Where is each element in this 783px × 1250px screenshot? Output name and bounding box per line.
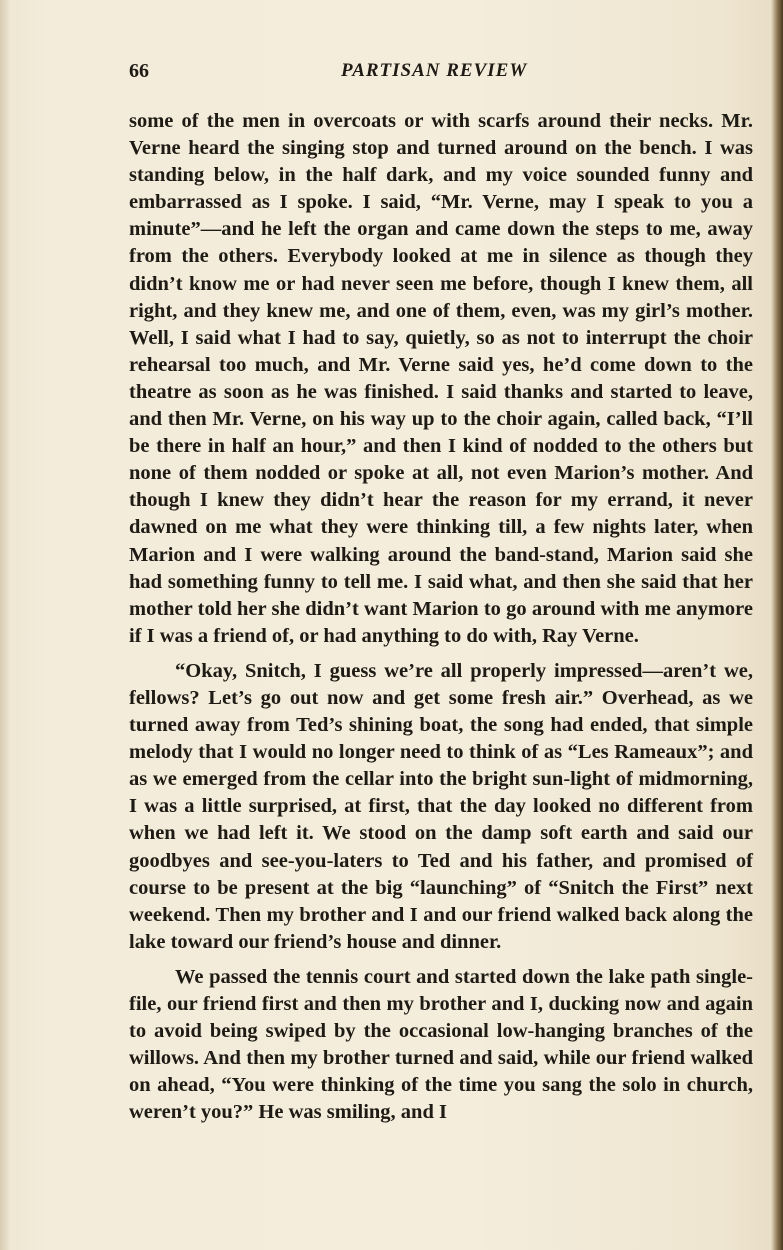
journal-title: PARTISAN REVIEW — [341, 60, 528, 81]
paragraph: We passed the tennis court and started down the lake path single-file, our friend first and then my brother and I, ducking now and again to avoid being swiped by the occasional low-hanging branches of the willows. And then my brother turned and said, while our friend walked on ahead, “You were thinking of the time you sang the solo in church, weren’t you?” He was smiling, and I — [129, 965, 753, 1124]
body-text — [129, 108, 753, 1126]
running-head — [129, 60, 754, 88]
page-number: 66 — [129, 60, 149, 82]
paragraph: some of the men in overcoats or with scarfs around their necks. Mr. Verne heard the singing stop and turned around on the bench. I was standing below, in the half dark, and my voice sounded funny and embarrassed as I spoke. I said, “Mr. Verne, may I speak to you a minute”—and he left the organ and came down the steps to me, away from the others. Everybody looked at me in silence as though they didn’t know me or had never seen me before, though I knew them, all right, and they knew me, and one of them, even, was my girl’s mother. Well, I said what I had to say, quietly, so as not to interrupt the choir rehearsal too much, and Mr. Verne said yes, he’d come down to the theatre as soon as he was finished. I said thanks and started to leave, and then Mr. Verne, on his way up to the choir again, called back, “I’ll be there in half an hour,” and then I kind of nodded to the others but none of them nodded or spoke at all, not even Marion’s mother. And though I knew they didn’t hear the reason for my errand, it never dawned on me what they were thinking till, a few nights later, when Marion and I were walking around the band-stand, Marion said she had something funny to tell me. I said what, and then she said that her mother told her she didn’t want Marion to go around with me anymore if I was a friend of, or had anything to do with, Ray Verne. — [129, 110, 753, 647]
page-edge — [771, 0, 783, 1250]
page-gutter-shadow — [0, 0, 10, 1250]
paragraph: “Okay, Snitch, I guess we’re all properly impressed—aren’t we, fellows? Let’s go out now and get some fresh air.” Overhead, as we turned away from Ted’s shining boat, the song had ended, that simple melody that I would no longer need to think of as “Les Rameaux”; and as we emerged from the cellar into the bright sun-light of midmorning, I was a little surprised, at first, that the day looked no different from when we had left it. We stood on the damp soft earth and said our goodbyes and see-you-laters to Ted and his father, and promised of course to be present at the big “launching” of “Snitch the First” next weekend. Then my brother and I and our friend walked back along the lake toward our friend’s house and dinner. — [129, 659, 753, 953]
